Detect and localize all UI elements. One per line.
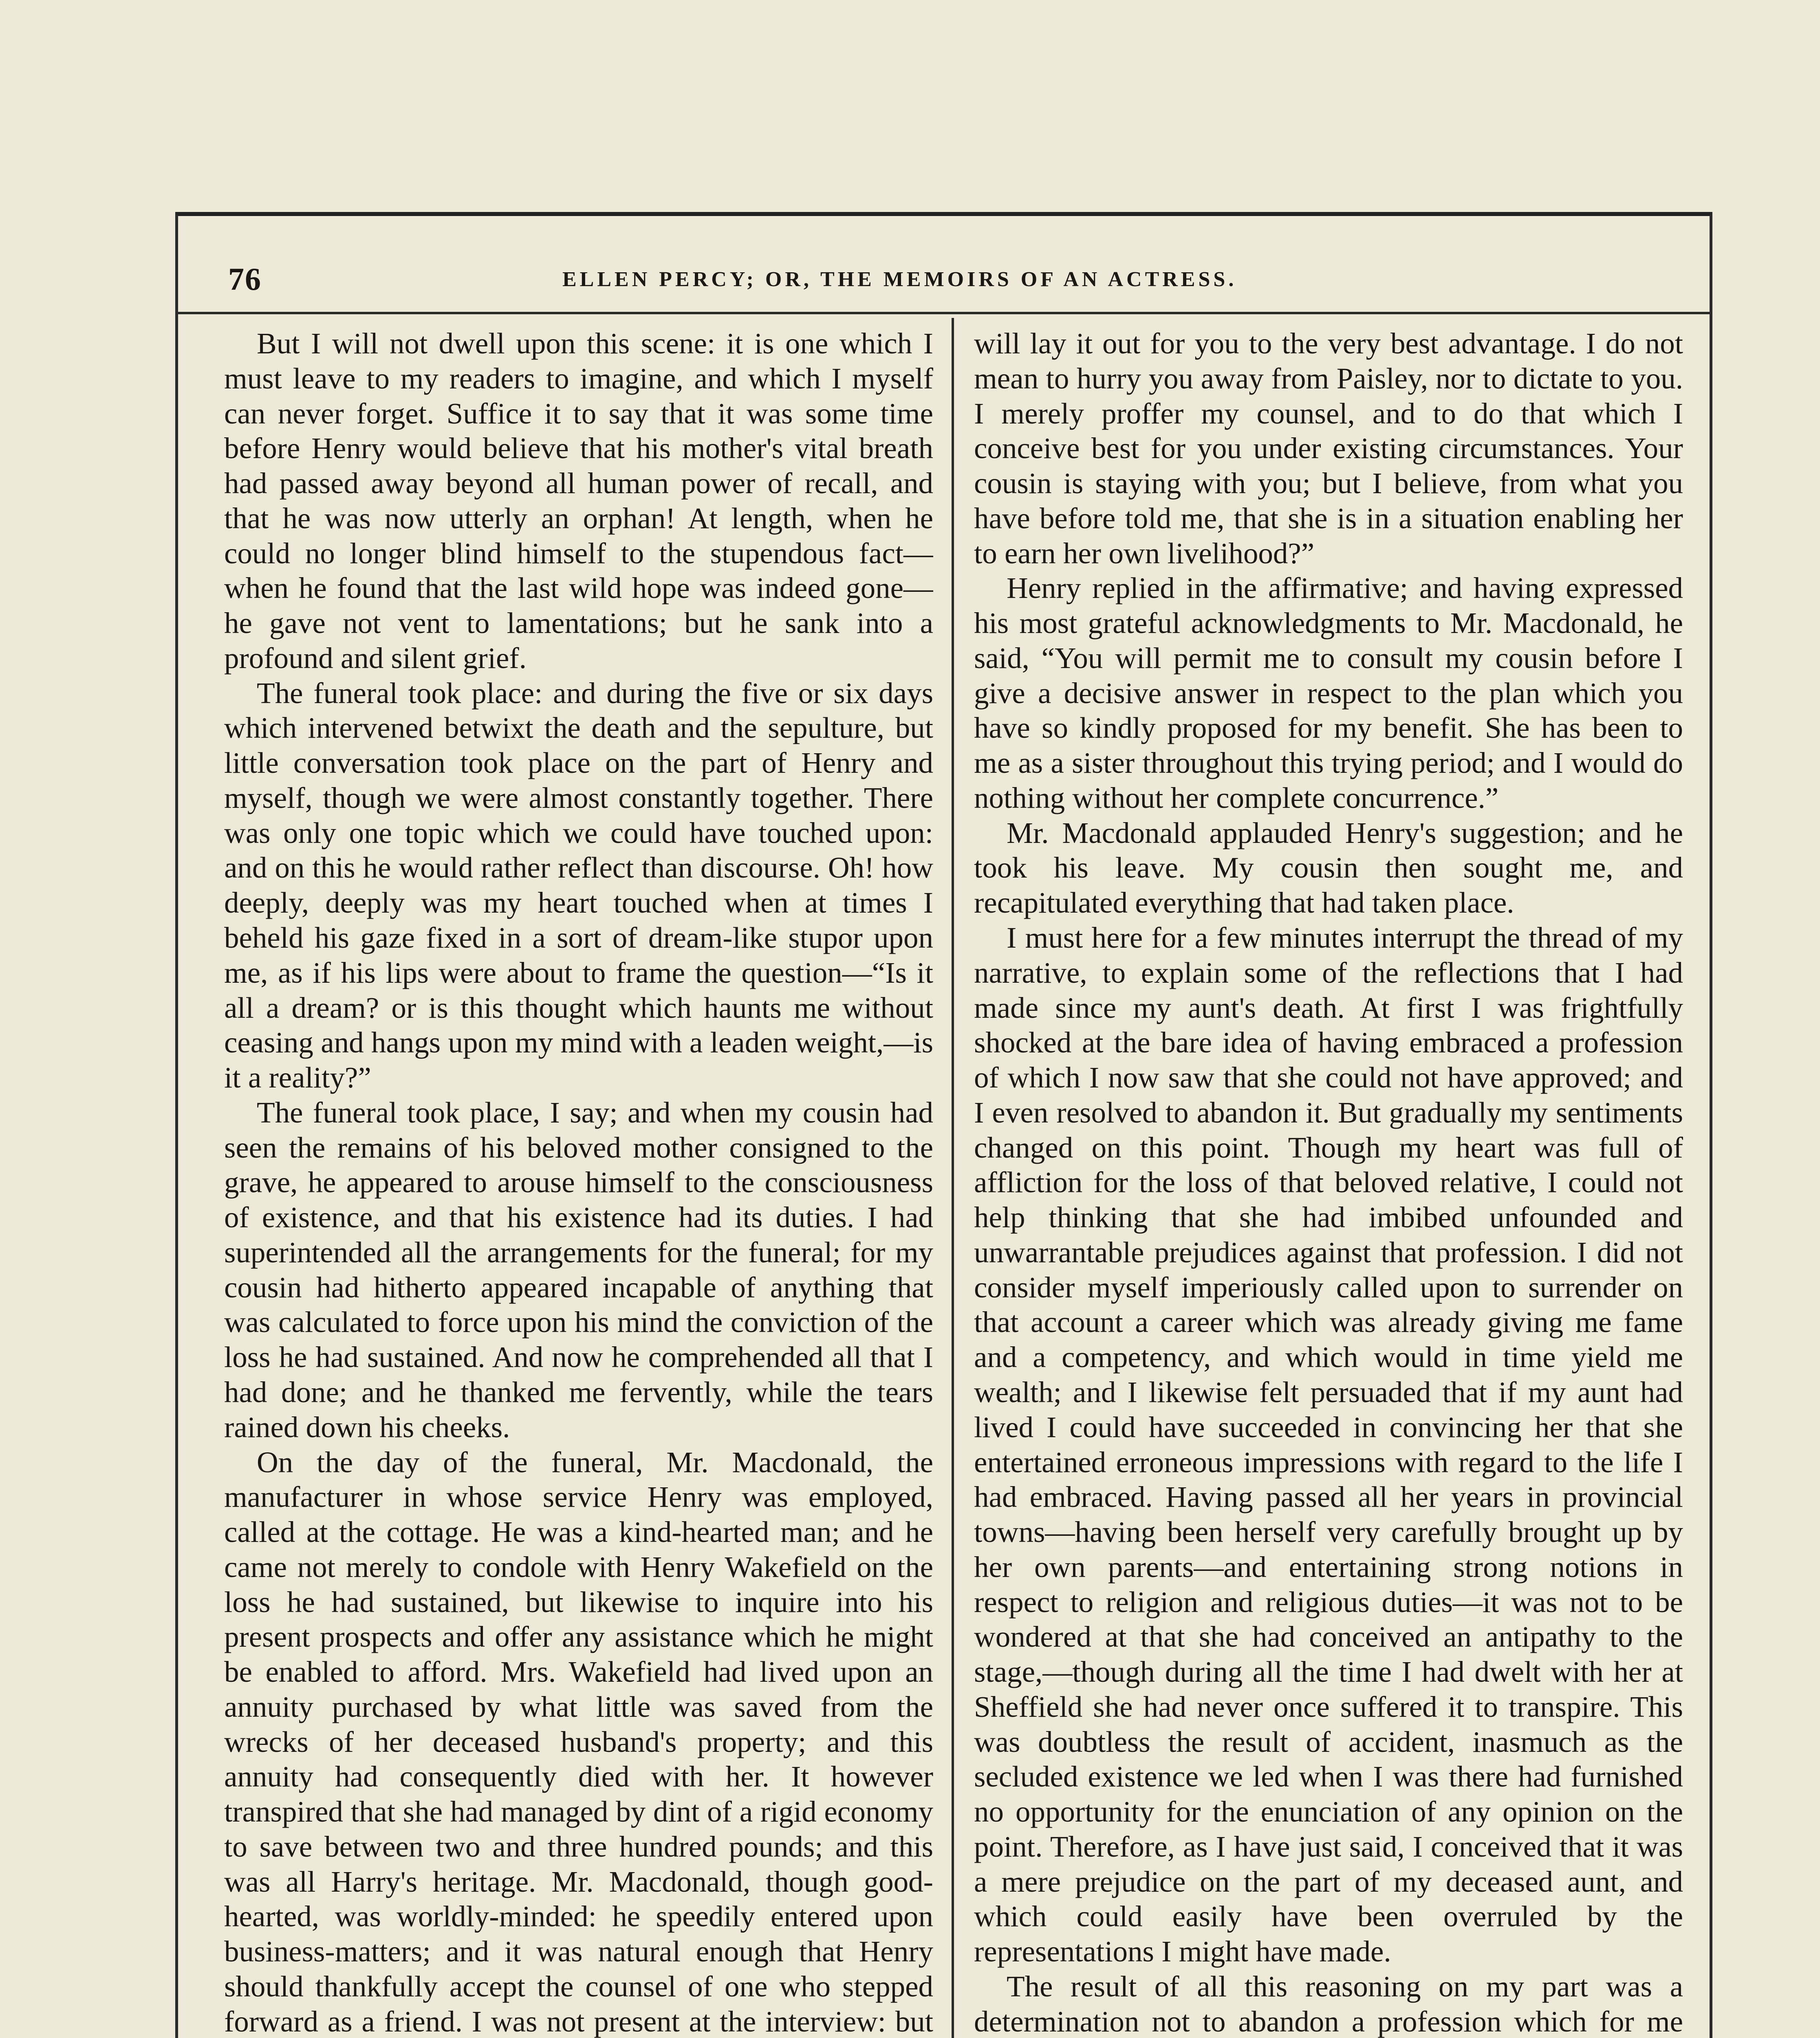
left-column xyxy=(224,326,933,2038)
paragraph: Mr. Macdonald applauded Henry's suggestion; and he took his leave. My cousin then sought me, and recapitulated everything that had taken place. xyxy=(974,816,1683,920)
paragraph: The funeral took place, I say; and when my cousin had seen the remains of his beloved mother consigned to the grave, he appeared to arouse himself to the consciousness of existence, and that his existence had its duties. I had superintended all the arrangements for the funeral; for my cousin had hitherto appeared incapable of anything that was calculated to force upon his mind the conviction of the loss he had sustained. And now he comprehended all that I had done; and he thanked me fervently, while the tears rained down his cheeks. xyxy=(224,1096,933,1444)
header-rule xyxy=(175,312,1712,314)
paragraph: The result of all this reasoning on my part was a determination not to abandon a profession which for me xyxy=(974,1970,1683,2038)
column-divider xyxy=(952,318,954,2038)
page-header xyxy=(228,261,1679,306)
paragraph: Henry replied in the affirmative; and having expressed his most grateful acknowledgments to Mr. Macdonald, he said, “You will permit me to consult my cousin before I give a decisive answer in respect to the plan which you have so kindly proposed for my benefit. She has been to me as a sister throughout this trying period; and I would do nothing without her complete concurrence.” xyxy=(974,571,1683,814)
paragraph: I must here for a few minutes interrupt the thread of my narrative, to explain some of the reflections that I had made since my aunt's death. At first I was frightfully shocked at the bare idea of having embraced a profession of which I now saw that she could not have approved; and I even resolved to abandon it. But gradually my sentiments changed on this point. Though my heart was full of affliction for the loss of that beloved relative, I could not help thinking that she had imbibed unfounded and unwarrantable prejudices against that profession. I did not consider myself imperiously called upon to surrender on that account a career which was already giving me fame and a competency, and which would in time yield me wealth; and I likewise felt persuaded that if my aunt had lived I could have succeeded in convincing her that she entertained erroneous impressions with regard to the life I had embraced. Having passed all her years in provincial towns—having been herself very carefully brought up by her own parents—and entertaining strong notions in respect to religion and religious duties—it was not to be wondered at that she had conceived an antipathy to the stage,—though during all the time I had dwelt with her at Sheffield she had never once suffered it to transpire. This was doubtless the result of accident, inasmuch as the secluded existence we led when I was there had furnished no opportunity for the enunciation of any opinion on the point. Therefore, as I have just said, I conceived that it was a mere prejudice on the part of my deceased aunt, and which could easily have been overruled by the representations I might have made. xyxy=(974,921,1683,1968)
right-column xyxy=(974,326,1683,2038)
page-number: 76 xyxy=(228,261,262,297)
paragraph: On the day of the funeral, Mr. Macdonald, the manufacturer in whose service Henry was employed, called at the cottage. He was a kind-hearted man; and he came not merely to condole with Henry Wakefield on the loss he had sustained, but likewise to inquire into his present prospects and offer any assistance which he might be enabled to afford. Mrs. Wakefield had lived upon an annuity purchased by what little was saved from the wrecks of her deceased husband's property; and this annuity had consequently died with her. It however transpired that she had managed by dint of a rigid economy to save between two and three hundred pounds; and this was all Harry's heritage. Mr. Macdonald, though good-hearted, was worldly-minded: he speedily entered upon business-matters; and it was natural enough that Henry should thankfully accept the counsel of one who stepped forward as a friend. I was not present at the interview: but xyxy=(224,1445,933,2038)
paragraph: But I will not dwell upon this scene: it is one which I must leave to my readers to imagine, and which I myself can never forget. Suffice it to say that it was some time before Henry would believe that his mother's vital breath had passed away beyond all human power of recall, and that he was now utterly an orphan! At length, when he could no longer blind himself to the stupendous fact—when he found that the last wild hope was indeed gone—he gave not vent to lamentations; but he sank into a profound and silent grief. xyxy=(224,327,933,675)
running-title: ELLEN PERCY; OR, THE MEMOIRS OF AN ACTRESS. xyxy=(562,268,1237,291)
paragraph: will lay it out for you to the very best advantage. I do not mean to hurry you away from Paisley, nor to dictate to you. I merely proffer my counsel, and to do that which I conceive best for you under existing circumstances. Your cousin is staying with you; but I believe, from what you have before told me, that she is in a situation enabling her to earn her own livelihood?” xyxy=(974,327,1683,570)
paragraph: The funeral took place: and during the five or six days which intervened betwixt the death and the sepulture, but little conversation took place on the part of Henry and myself, though we were almost constantly together. There was only one topic which we could have touched upon: and on this he would rather reflect than discourse. Oh! how deeply, deeply was my heart touched when at times I beheld his gaze fixed in a sort of dream-like stupor upon me, as if his lips were about to frame the question—“Is it all a dream? or is this thought which haunts me without ceasing and hangs upon my mind with a leaden weight,—is it a reality?” xyxy=(224,676,933,1094)
